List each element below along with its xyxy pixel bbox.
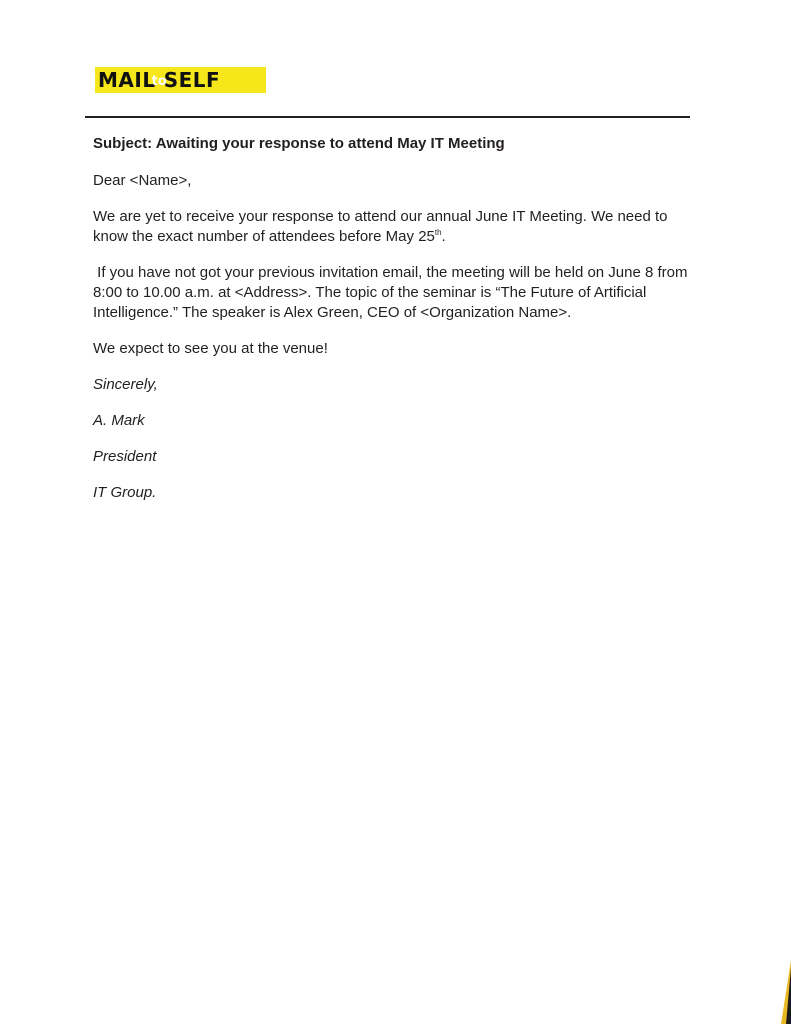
brand-logo	[95, 67, 266, 93]
logo-text-self: SELF	[163, 68, 221, 92]
ordinal-suffix: th	[434, 228, 442, 237]
letter-body	[93, 134, 695, 519]
paragraph-response-end: .	[441, 228, 446, 245]
paragraph-response-request	[93, 207, 695, 247]
corner-decoration-icon	[777, 960, 791, 1024]
signer-name: A. Mark	[93, 412, 145, 429]
paragraph-meeting-details: If you have not got your previous invitation email, the meeting will be held on June 8 from 8:00 to 10.00 a.m. at <Address>. The topic of the seminar is “The Future of Artificial Intelligence.” The speaker is Alex Green, CEO of <Organization Name>.	[93, 264, 692, 321]
logo-text-mail: MAIL	[98, 68, 156, 92]
logo-text-to: to	[151, 73, 167, 89]
signer-title: President	[93, 448, 157, 465]
paragraph-response-text: We are yet to receive your response to attend our annual June IT Meeting. We need to know the exact number of attendees before May 25	[93, 208, 668, 245]
paragraph-closing-note: We expect to see you at the venue!	[93, 340, 328, 357]
closing-salutation: Sincerely,	[93, 376, 158, 393]
subject-line: Subject: Awaiting your response to attend May IT Meeting	[93, 135, 505, 152]
greeting: Dear <Name>,	[93, 172, 192, 189]
header-divider	[85, 116, 690, 118]
signer-organization: IT Group.	[93, 484, 157, 501]
